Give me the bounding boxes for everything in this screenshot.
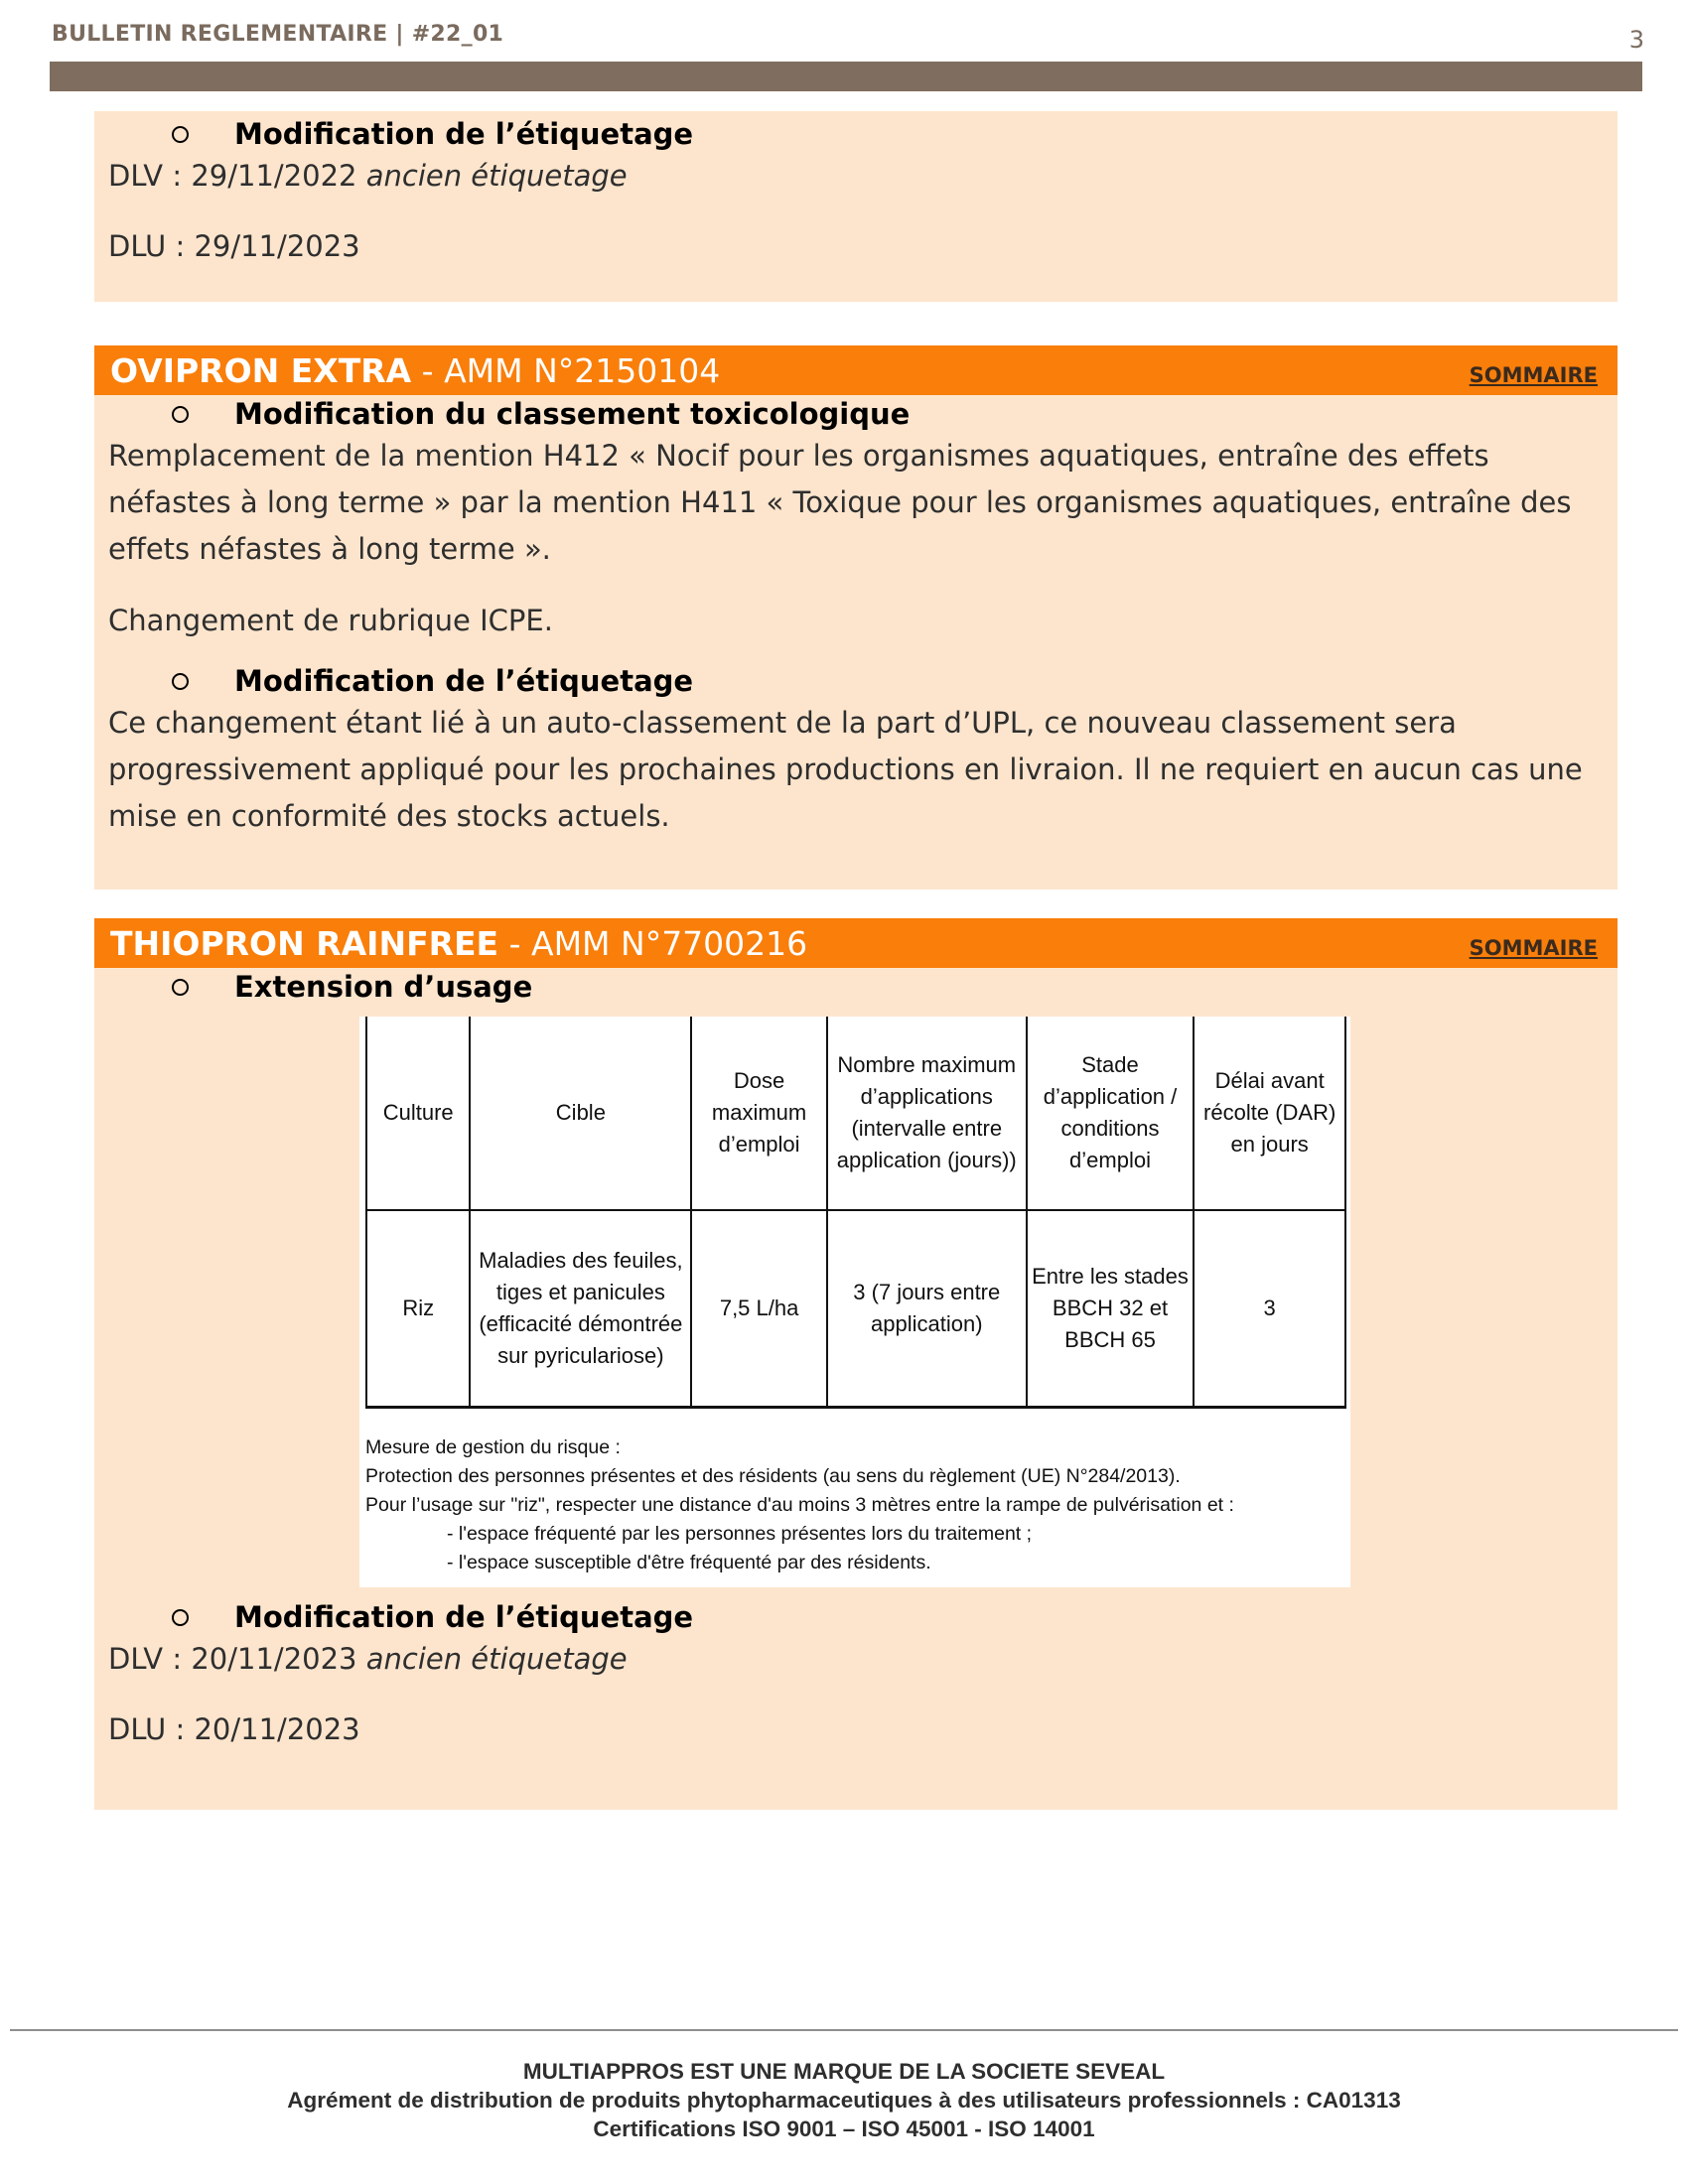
sommaire-link[interactable]: SOMMAIRE — [1469, 936, 1598, 960]
bullet-item — [172, 664, 1604, 698]
dlv-note: ancien étiquetage — [365, 1642, 628, 1676]
section-continuation — [94, 111, 1618, 302]
bullet-label: Modification du classement toxicologique — [234, 397, 911, 431]
table-header-cell: Dose maximum d’emploi — [691, 1017, 827, 1210]
amm-number: - AMM N°7700216 — [498, 923, 808, 963]
dlu-line: DLU : 29/11/2023 — [108, 229, 360, 263]
bullet-label: Extension d’usage — [234, 970, 533, 1004]
table-cell: 7,5 L/ha — [691, 1210, 827, 1408]
table-cell: 3 (7 jours entre application) — [827, 1210, 1027, 1408]
bullet-item — [172, 397, 1604, 431]
table-cell: 3 — [1194, 1210, 1345, 1408]
footer-line: Certifications ISO 9001 – ISO 45001 - ISO 14001 — [593, 2116, 1095, 2141]
dlv-date: DLV : 29/11/2022 — [108, 159, 357, 193]
usage-table-image — [359, 1017, 1350, 1587]
dlv-line — [108, 153, 1604, 200]
usage-table — [365, 1017, 1346, 1409]
bullet-item — [172, 970, 1604, 1004]
table-cell: Maladies des feuiles, tiges et panicules (efficacité démontrée sur pyriculariose) — [470, 1210, 691, 1408]
table-row — [366, 1210, 1345, 1408]
table-cell: Riz — [366, 1210, 470, 1408]
risk-line: - l'espace fréquenté par les personnes présentes lors du traitement ; — [447, 1523, 1033, 1545]
dlv-date: DLV : 20/11/2023 — [108, 1642, 357, 1676]
bullet-circle-icon — [172, 1609, 189, 1626]
risk-line: Protection des personnes présentes et des résidents (au sens du règlement (UE) N°284/2013). — [365, 1465, 1181, 1487]
footer-divider — [10, 2029, 1678, 2031]
table-header-row — [366, 1017, 1345, 1210]
thiopron-labeling — [94, 1600, 1618, 1753]
sommaire-link[interactable]: SOMMAIRE — [1469, 363, 1598, 387]
risk-management-note — [365, 1433, 1234, 1577]
bullet-label: Modification de l’étiquetage — [234, 664, 694, 698]
paragraph: Changement de rubrique ICPE. — [108, 604, 553, 637]
page-number: 3 — [1628, 26, 1644, 54]
bullet-item — [172, 1600, 1604, 1634]
dlv-note: ancien étiquetage — [365, 159, 628, 193]
product-title — [110, 924, 807, 963]
dlu-line: DLU : 20/11/2023 — [108, 1712, 360, 1746]
product-title — [110, 351, 720, 390]
section-ovipron — [94, 345, 1618, 889]
product-name: THIOPRON RAINFREE — [110, 923, 499, 963]
bullet-label: Modification de l’étiquetage — [234, 117, 694, 151]
table-header-cell: Culture — [366, 1017, 470, 1210]
footer-line: Agrément de distribution de produits phytopharmaceutiques à des utilisateurs professionnels : CA01313 — [287, 2088, 1401, 2113]
table-header-cell: Délai avant récolte (DAR) en jours — [1194, 1017, 1345, 1210]
risk-line: Mesure de gestion du risque : — [365, 1436, 621, 1458]
product-title-bar — [94, 918, 1618, 968]
table-header-cell: Cible — [470, 1017, 691, 1210]
header-bar — [50, 62, 1642, 91]
product-name: OVIPRON EXTRA — [110, 350, 412, 390]
bullet-circle-icon — [172, 979, 189, 996]
bullet-circle-icon — [172, 673, 189, 690]
bullet-item — [172, 117, 1604, 151]
bulletin-title: BULLETIN REGLEMENTAIRE | #22_01 — [52, 22, 504, 47]
amm-number: - AMM N°2150104 — [411, 350, 721, 390]
bullet-circle-icon — [172, 406, 189, 423]
table-header-cell: Stade d’application / conditions d’emploi — [1027, 1017, 1195, 1210]
risk-line: - l'espace susceptible d'être fréquenté par des résidents. — [447, 1552, 931, 1573]
footer-line: MULTIAPPROS EST UNE MARQUE DE LA SOCIETE SEVEAL — [522, 2059, 1166, 2084]
bullet-label: Modification de l’étiquetage — [234, 1600, 694, 1634]
bullet-circle-icon — [172, 126, 189, 143]
table-header-cell: Nombre maximum d’applications (intervalle entre application (jours)) — [827, 1017, 1027, 1210]
paragraph: Ce changement étant lié à un auto-classement de la part d’UPL, ce nouveau classement sera progressivement appliqué pour les prochaines productions en livraion. Il ne requiert en aucun cas une mise en conformité des stocks actuels. — [108, 706, 1583, 833]
footer — [0, 2057, 1688, 2143]
dlv-line — [108, 1636, 1604, 1683]
paragraph: Remplacement de la mention H412 « Nocif pour les organismes aquatiques, entraîne des effets néfastes à long terme » par la mention H411 « Toxique pour les organismes aquatiques, entraîne des effets néfastes à long terme ». — [108, 439, 1572, 566]
risk-line: Pour l’usage sur "riz", respecter une distance d'au moins 3 mètres entre la rampe de pulvérisation et : — [365, 1494, 1234, 1516]
product-title-bar — [94, 345, 1618, 395]
table-cell: Entre les stades BBCH 32 et BBCH 65 — [1027, 1210, 1195, 1408]
